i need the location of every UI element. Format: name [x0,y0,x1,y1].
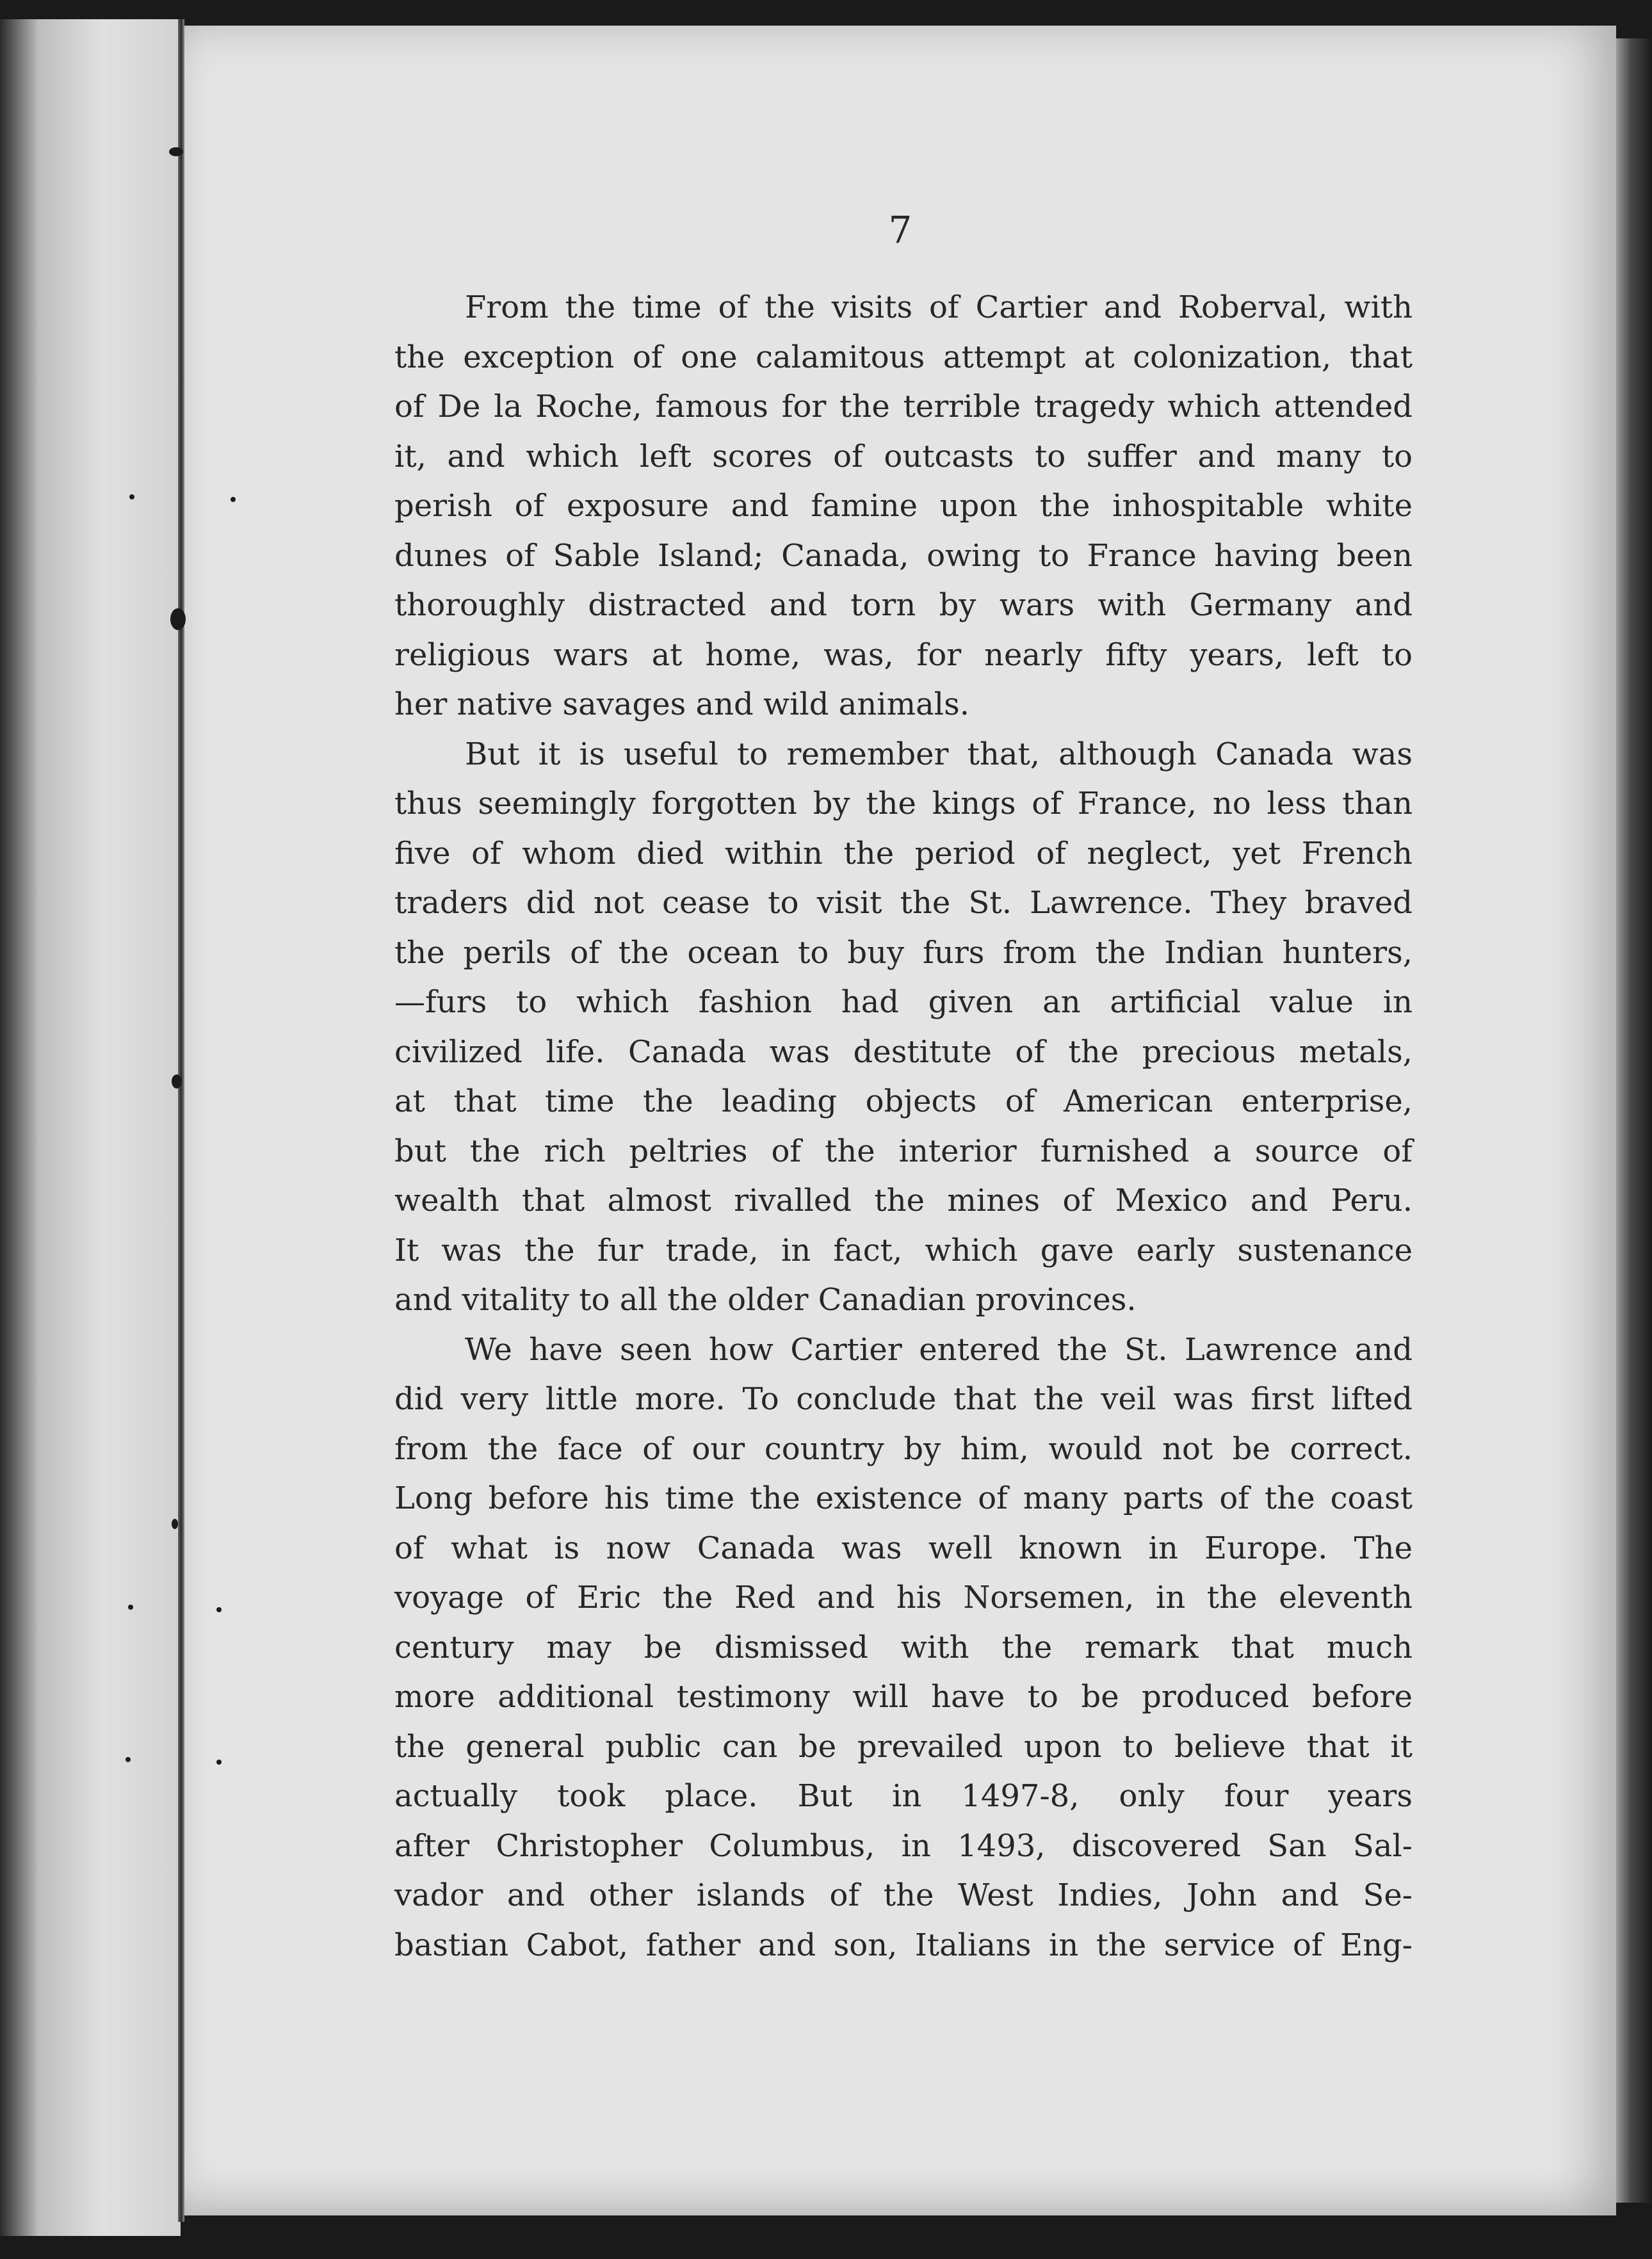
text-line: the perils of the ocean to buy furs from the Indian hunters, [394,934,1413,971]
text-line: of what is now Canada was well known in Europe. The [394,1530,1413,1566]
paragraph-3 [394,1325,1413,1971]
text-line: civilized life. Canada was destitute of the precious metals, [394,1033,1413,1070]
text-line: It was the fur trade, in fact, which gave early sustenance [394,1232,1413,1268]
speck-mark [216,1760,222,1765]
text-line: perish of exposure and famine upon the inhospitable white [394,488,1413,524]
page-edge-shadow [1616,38,1652,2203]
text-line: did very little more. To conclude that the veil was first lifted [394,1381,1413,1417]
text-line: after Christopher Columbus, in 1493, discovered San Sal- [394,1827,1413,1864]
text-line: but the rich peltries of the interior furnished a source of [394,1133,1413,1169]
text-line: Long before his time the existence of many parts of the coast [394,1480,1413,1516]
left-page-edge [0,19,181,2236]
text-line: religious wars at home, was, for nearly fifty years, left to [394,636,1413,673]
speck-mark [170,608,186,630]
text-line: it, and which left scores of outcasts to suffer and many to [394,438,1413,474]
text-line: —furs to which fashion had given an artificial value in [394,984,1413,1020]
paragraph-1 [394,283,1413,730]
text-line: thoroughly distracted and torn by wars with Germany and [394,587,1413,623]
paragraph-2 [394,730,1413,1325]
text-line: from the face of our country by him, would not be correct. [394,1430,1413,1467]
text-line: more additional testimony will have to be produced before [394,1679,1413,1715]
speck-mark [128,1605,133,1610]
text-line: dunes of Sable Island; Canada, owing to France having been [394,537,1413,574]
text-line: of De la Roche, famous for the terrible tragedy which attended [394,389,1413,425]
text-line: bastian Cabot, father and son, Italians in the service of Eng- [394,1927,1413,1963]
speck-mark [216,1607,222,1612]
text-line: century may be dismissed with the remark that much [394,1629,1413,1665]
text-line: But it is useful to remember that, although Canada was [465,736,1413,772]
text-line: thus seemingly forgotten by the kings of France, no less than [394,786,1413,822]
text-line: wealth that almost rivalled the mines of Mexico and Peru. [394,1183,1413,1219]
text-line: the exception of one calamitous attempt at colonization, that [394,339,1413,375]
book-gutter [178,19,184,2222]
speck-mark [231,497,236,502]
text-line: the general public can be prevailed upon to believe that it [394,1728,1413,1765]
speck-mark [169,147,183,156]
text-line: five of whom died within the period of neglect, yet French [394,835,1413,871]
body-text [394,283,1413,1970]
text-line: her native savages and wild animals. [394,686,970,722]
page-number: 7 [888,208,912,252]
speck-mark [172,1519,178,1529]
speck-mark [129,494,134,499]
text-line: We have seen how Cartier entered the St. Lawrence and [465,1331,1413,1368]
text-line: vador and other islands of the West Indies, John and Se- [394,1877,1413,1913]
text-line: and vitality to all the older Canadian provinces. [394,1282,1137,1318]
text-line: actually took place. But in 1497-8, only four years [394,1778,1413,1814]
speck-mark [126,1757,131,1762]
text-line: voyage of Eric the Red and his Norsemen, in the eleventh [394,1580,1413,1615]
text-line: at that time the leading objects of American enterprise, [394,1083,1413,1119]
text-line: traders did not cease to visit the St. Lawrence. They braved [394,885,1413,921]
text-line: From the time of the visits of Cartier and Roberval, with [465,289,1413,325]
speck-mark [172,1074,182,1089]
